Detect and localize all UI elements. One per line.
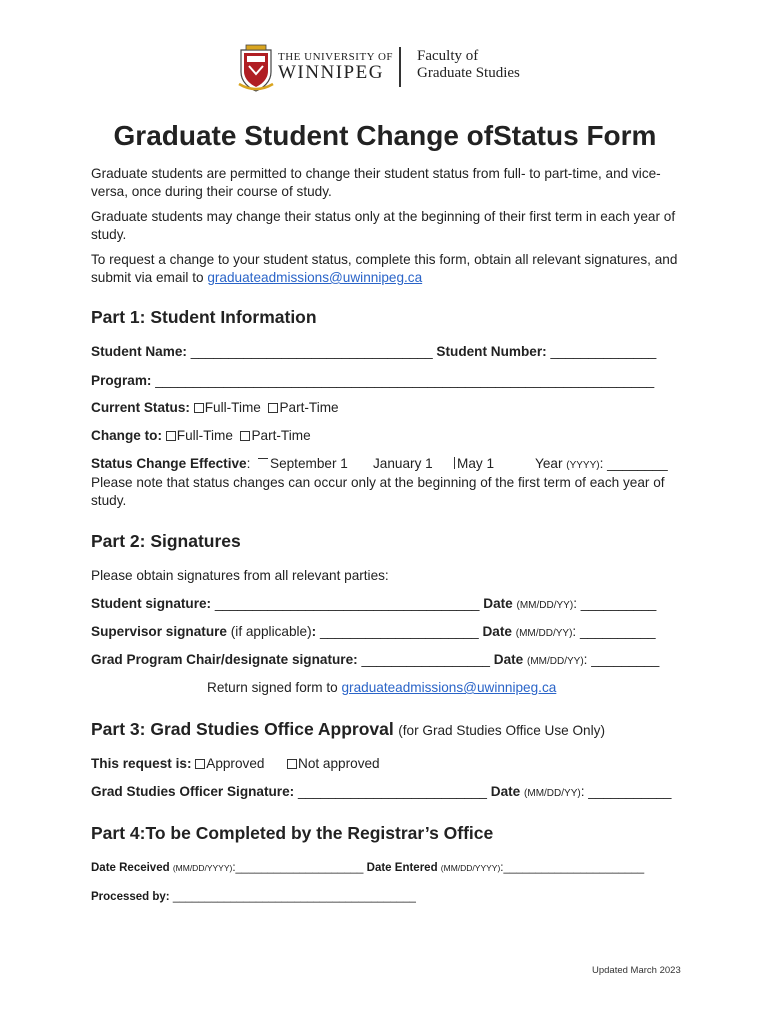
year-field[interactable]: : ________	[599, 456, 668, 471]
option-may-label: May 1	[457, 456, 495, 471]
date-received-label: Date Received	[91, 862, 170, 874]
date-received-format: (MM/DD/YYYY)	[172, 863, 233, 873]
officer-date-label: Date	[490, 784, 521, 799]
date-received-field[interactable]: :____________________	[232, 862, 364, 874]
request-label: This request is:	[91, 756, 192, 771]
processed-by-row	[91, 891, 416, 903]
officer-signature-label: Grad Studies Officer Signature:	[91, 784, 295, 799]
supervisor-date-field[interactable]: : __________	[572, 624, 656, 639]
chair-signature-field[interactable]: _________________	[361, 652, 490, 667]
change-to-label: Change to:	[91, 428, 162, 443]
current-part-time-checkbox[interactable]	[268, 403, 278, 413]
officer-date-field[interactable]: : ___________	[580, 784, 672, 799]
current-status-row	[91, 400, 339, 415]
officer-signature-field[interactable]: _________________________	[297, 784, 487, 799]
student-signature-field[interactable]: ___________________________________	[214, 596, 480, 611]
officer-signature-row	[91, 784, 671, 799]
year-format: (YYYY)	[566, 460, 600, 471]
year-label: Year	[535, 456, 563, 471]
chair-date-label: Date	[493, 652, 524, 667]
part3-heading: Part 3: Grad Studies Office Approval	[91, 719, 394, 739]
student-date-label: Date	[483, 596, 513, 611]
part4-heading: Part 4:To be Completed by the Registrar’s Office	[91, 823, 494, 843]
program-label: Program:	[91, 373, 152, 388]
date-entered-field[interactable]: :______________________	[500, 862, 645, 874]
effective-colon: :	[246, 456, 251, 471]
approved-checkbox[interactable]	[195, 759, 205, 769]
change-full-time-checkbox[interactable]	[166, 431, 176, 441]
return-text: Return signed form to	[207, 680, 342, 695]
supervisor-signature-label: Supervisor signature	[91, 624, 227, 639]
intro-paragraph-3-text: To request a change to your student status, complete this form, obtain all relevant signatures, and submit via email to	[91, 252, 678, 285]
option-september[interactable]	[258, 456, 348, 471]
supervisor-date-label: Date	[482, 624, 512, 639]
current-part-time-label: Part-Time	[279, 400, 339, 415]
not-approved-checkbox[interactable]	[287, 759, 297, 769]
student-name-row	[91, 344, 656, 359]
part3-heading-row	[91, 719, 605, 740]
approved-label: Approved	[206, 756, 265, 771]
student-number-label: Student Number:	[436, 344, 547, 359]
change-part-time-checkbox[interactable]	[240, 431, 250, 441]
student-signature-label: Student signature:	[91, 596, 212, 611]
chair-date-format: (MM/DD/YY)	[527, 656, 584, 667]
university-name-line2: WINNIPEG	[278, 62, 384, 83]
return-row	[207, 680, 556, 695]
supervisor-colon: :	[311, 624, 317, 639]
option-may[interactable]	[454, 456, 494, 471]
faculty-line1: Faculty of	[417, 48, 479, 64]
status-note: Please note that status changes can occur only at the beginning of the first term of each year of study.	[91, 475, 665, 508]
effective-label: Status Change Effective	[91, 456, 247, 471]
chair-signature-row	[91, 652, 659, 667]
university-logo	[237, 44, 537, 94]
option-january-label: January 1	[373, 456, 433, 471]
option-september-label: September 1	[270, 456, 348, 471]
part3-heading-note: (for Grad Studies Office Use Only)	[398, 723, 605, 738]
request-row	[91, 756, 491, 774]
student-date-format: (MM/DD/YY)	[516, 600, 574, 611]
processed-by-label: Processed by:	[91, 891, 170, 903]
updated-note: Updated March 2023	[592, 965, 681, 976]
program-field[interactable]: __________________________________________________________________	[155, 373, 655, 388]
faculty-line2: Graduate Studies	[417, 65, 520, 81]
date-received-row	[91, 862, 644, 874]
current-full-time-checkbox[interactable]	[194, 403, 204, 413]
crest-icon	[237, 44, 275, 92]
chair-signature-label: Grad Program Chair/designate signature:	[91, 652, 358, 667]
student-date-field[interactable]: : __________	[573, 596, 657, 611]
supervisor-date-format: (MM/DD/YY)	[515, 628, 573, 639]
intro-paragraph-3	[91, 251, 681, 287]
return-email-link[interactable]: graduateadmissions@uwinnipeg.ca	[341, 680, 557, 695]
supervisor-signature-field[interactable]: _____________________	[319, 624, 479, 639]
change-full-time-label: Full-Time	[176, 428, 233, 443]
supervisor-paren: (if applicable)	[230, 624, 312, 639]
university-name-line1: THE UNIVERSITY OF	[278, 51, 394, 63]
change-part-time-label: Part-Time	[251, 428, 311, 443]
student-signature-row	[91, 596, 656, 611]
signatures-instruction: Please obtain signatures from all relevant parties:	[91, 568, 389, 583]
program-row	[91, 373, 654, 388]
year-group	[535, 456, 668, 471]
processed-by-field[interactable]: ______________________________________	[172, 891, 416, 903]
part2-heading: Part 2: Signatures	[91, 531, 241, 551]
student-name-field[interactable]: ________________________________	[190, 344, 433, 359]
officer-date-format: (MM/DD/YY)	[524, 788, 581, 799]
date-entered-label: Date Entered	[366, 862, 438, 874]
intro-paragraph-2: Graduate students may change their status only at the beginning of their first term in each year of study.	[91, 209, 676, 242]
not-approved-label: Not approved	[298, 756, 380, 771]
page-title: Graduate Student Change ofStatus Form	[113, 120, 657, 151]
supervisor-signature-row	[91, 624, 656, 639]
part1-heading: Part 1: Student Information	[91, 307, 317, 327]
date-entered-format: (MM/DD/YYYY)	[440, 863, 501, 873]
student-name-label: Student Name:	[91, 344, 187, 359]
intro-paragraph-1: Graduate students are permitted to change their student status from full- to part-time, and vice-versa, once during their course of study.	[91, 166, 661, 199]
email-link[interactable]: graduateadmissions@uwinnipeg.ca	[207, 270, 423, 285]
student-number-field[interactable]: ______________	[550, 344, 657, 359]
logo-divider	[399, 47, 401, 87]
effective-row	[91, 456, 691, 474]
current-full-time-label: Full-Time	[204, 400, 261, 415]
current-status-label: Current Status:	[91, 400, 190, 415]
option-january[interactable]	[373, 456, 433, 471]
chair-date-field[interactable]: : _________	[583, 652, 660, 667]
change-to-row	[91, 428, 311, 443]
